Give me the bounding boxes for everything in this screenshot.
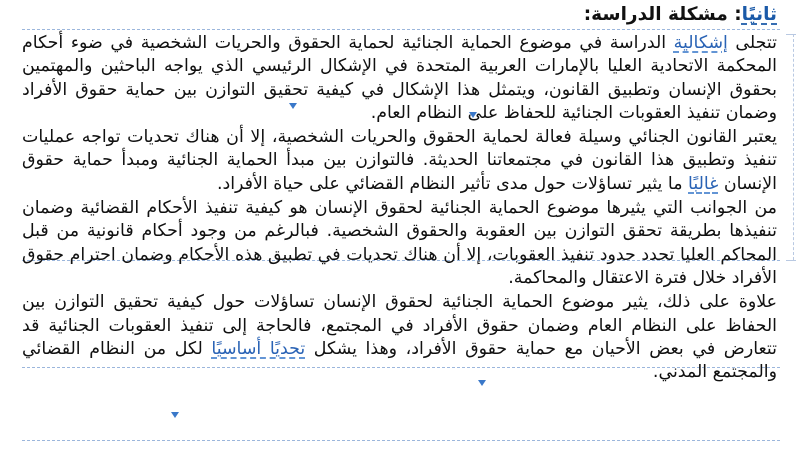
paragraph-2 xyxy=(22,126,777,196)
document-body xyxy=(22,0,777,385)
margin-bracket-tick xyxy=(786,34,796,35)
section-divider xyxy=(22,440,780,441)
paragraph-3: من الجوانب التي يثيرها موضوع الحماية الجنائية لحقوق الإنسان هو كيفية تنفيذ الأحكام القضائية وضمان تنفيذها بطريقة تحقق التوازن بين العقوبة والحقوق الشخصية. فبالرغم من وجود أحكام قانونية من قبل المحاكم العليا تحدد حدود تنفيذ العقوبات، إلا أن هناك تحديات في تطبيق هذه الأحكام وضمان احترام حقوق الأفراد خلال فترة الاعتقال والمحاكمة. xyxy=(22,198,777,288)
heading-number[interactable]: ثانيًا xyxy=(741,4,777,25)
highlighted-word[interactable]: إشكالية xyxy=(673,33,728,53)
margin-bracket xyxy=(785,34,794,260)
highlighted-word[interactable]: غالبًا xyxy=(688,173,719,194)
margin-bracket-tick xyxy=(786,260,796,261)
paragraph-4-text-b: لكل من النظام القضائي والمجتمع المدني. xyxy=(22,338,777,383)
paragraph-4 xyxy=(22,291,777,384)
paragraph-4-text-a: علاوة على ذلك، يثير موضوع الحماية الجنائية لحقوق الإنسان تساؤلات حول كيفية تحقيق التوازن بين الحفاظ على النظام العام وضمان حقوق الأفراد في المجتمع، فالحاجة إلى تنفيذ العقوبات الجنائية قد تتعارض في بعض الأحيان مع حماية حقوق الأفراد، وهذا يشكل xyxy=(22,292,777,359)
heading-title: : مشكلة الدراسة: xyxy=(583,4,742,25)
paragraph-1 xyxy=(22,32,777,125)
paragraph-2-text-a: يعتبر القانون الجنائي وسيلة فعالة لحماية الحقوق والحريات الشخصية، إلا أن هناك تحديات تواجه عمليات تنفيذ وتطبيق هذا القانون في مجتمعاتنا الحديثة. فالتوازن بين مبدأ الحماية الجنائية ومبدأ حماية حقوق الإنسان xyxy=(22,127,777,194)
paragraph-2-text-b: ما يثير تساؤلات حول مدى تأثير النظام القضائي على حياة الأفراد. xyxy=(216,173,689,194)
section-heading xyxy=(22,0,777,30)
paragraph-1-text-a: تتجلى xyxy=(727,33,777,53)
edit-marker-icon[interactable] xyxy=(171,412,179,418)
paragraph-1-text-b: الدراسة في موضوع الحماية الجنائية لحماية الحقوق والحريات الشخصية في ضوء أحكام المحكمة الاتحادية العليا بالإمارات العربية المتحدة في الإشكال الرئيسي الذي يواجه الباحثين والمهتمين بحقوق الإنسان وتطبيق القانون، ويتمثل هذا الإشكال في كيفية تحقيق التوازن بين حماية حقوق الأفراد وضمان تنفيذ العقوبات الجنائية للحفاظ على النظام العام. xyxy=(22,33,777,123)
highlighted-word[interactable]: تحديًا أساسيًا xyxy=(211,338,306,359)
